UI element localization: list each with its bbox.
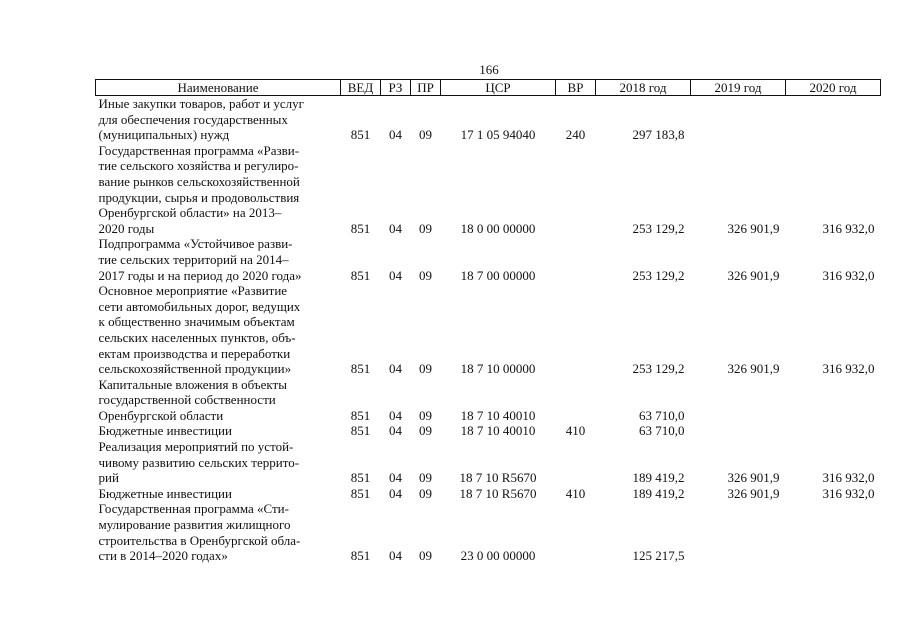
cell-pr: 09: [419, 361, 432, 377]
cell-ved: 851: [350, 220, 371, 236]
cell-csr: 23 0 00 00000: [460, 548, 536, 564]
cell-2019: 326 901,9: [727, 361, 780, 377]
cell-vr: [556, 377, 596, 424]
cell-2020: [786, 423, 881, 439]
cell-pr: 09: [419, 127, 432, 143]
cell-name: Реализация мероприятий по устой- чивому развитию сельских террито- рий: [98, 439, 300, 486]
cell-csr: 17 1 05 94040: [460, 127, 536, 143]
cell-2019: [691, 423, 786, 439]
cell-rz: 04: [389, 267, 402, 283]
cell-2020: 316 932,0: [822, 485, 875, 501]
cell-2018: 63 710,0: [639, 407, 685, 423]
cell-name: Бюджетные инвестиции: [98, 423, 232, 439]
header-2019: 2019 год: [691, 80, 786, 96]
header-name: Наименование: [96, 80, 341, 96]
cell-rz: 04: [389, 423, 402, 439]
cell-name: Подпрограмма «Устойчивое разви- тие сельских территорий на 2014– 2017 годы и на период до 2020 года»: [98, 236, 302, 283]
table-row: [96, 423, 881, 439]
cell-csr: 18 7 00 00000: [460, 267, 536, 283]
cell-vr: [556, 439, 596, 486]
header-pr: ПР: [411, 80, 441, 96]
cell-csr: 18 7 10 40010: [460, 423, 536, 439]
header-ved: ВЕД: [341, 80, 381, 96]
cell-ved: 851: [350, 470, 371, 486]
cell-csr: 18 7 10 R5670: [459, 485, 537, 501]
cell-2020: 316 932,0: [822, 361, 875, 377]
cell-rz: 04: [389, 485, 402, 501]
header-2020: 2020 год: [786, 80, 881, 96]
cell-2018: 189 419,2: [632, 485, 685, 501]
cell-vr: 410: [565, 423, 586, 439]
header-rz: РЗ: [381, 80, 411, 96]
table-row: [96, 439, 881, 486]
cell-rz: 04: [389, 361, 402, 377]
cell-2020: [786, 377, 881, 424]
cell-2018: 125 217,5: [632, 548, 685, 564]
page-number: 166: [479, 62, 499, 77]
cell-pr: 09: [419, 220, 432, 236]
cell-2019: 326 901,9: [727, 220, 780, 236]
cell-2019: 326 901,9: [727, 267, 780, 283]
cell-csr: 18 7 10 40010: [460, 407, 536, 423]
budget-table: [95, 79, 881, 564]
cell-2020: [786, 96, 881, 143]
cell-2020: 316 932,0: [822, 267, 875, 283]
cell-name: Бюджетные инвестиции: [98, 485, 232, 501]
table-header: [96, 80, 881, 96]
cell-vr: [556, 236, 596, 283]
cell-pr: 09: [419, 470, 432, 486]
cell-name: Государственная программа «Сти- мулирование развития жилищного строительства в Оренбургской обла- сти в 2014–2020 годах»: [98, 501, 301, 564]
cell-2019: 326 901,9: [727, 470, 780, 486]
cell-2018: 253 129,2: [632, 220, 685, 236]
cell-2018: 63 710,0: [639, 423, 685, 439]
table-row: [96, 96, 881, 143]
cell-ved: 851: [350, 485, 371, 501]
cell-ved: 851: [350, 407, 371, 423]
cell-2020: [786, 501, 881, 563]
cell-2020: 316 932,0: [822, 470, 875, 486]
cell-2020: 316 932,0: [822, 220, 875, 236]
table-row: [96, 236, 881, 283]
header-row: [96, 80, 881, 96]
cell-pr: 09: [419, 267, 432, 283]
cell-rz: 04: [389, 548, 402, 564]
cell-ved: 851: [350, 267, 371, 283]
table-row: [96, 501, 881, 563]
header-csr: ЦСР: [441, 80, 556, 96]
header-2018: 2018 год: [596, 80, 691, 96]
cell-ved: 851: [350, 127, 371, 143]
table-row: [96, 283, 881, 377]
cell-name: Государственная программа «Разви- тие сельского хозяйства и регулиро- вание рынков сельскохозяйственной продукции, сырья и продовольствия Оренбургской области» на 2013– 2020 годы: [98, 142, 300, 236]
cell-rz: 04: [389, 407, 402, 423]
cell-rz: 04: [389, 220, 402, 236]
table-row: [96, 486, 881, 502]
cell-2018: 189 419,2: [632, 470, 685, 486]
cell-2018: 297 183,8: [632, 127, 685, 143]
cell-2019: 326 901,9: [727, 485, 780, 501]
cell-ved: 851: [350, 423, 371, 439]
cell-ved: 851: [350, 361, 371, 377]
cell-name: Иные закупки товаров, работ и услуг для обеспечения государственных (муниципальных) нужд: [98, 96, 304, 143]
cell-rz: 04: [389, 127, 402, 143]
table-row: [96, 143, 881, 237]
cell-csr: 18 7 10 00000: [460, 361, 536, 377]
cell-pr: 09: [419, 423, 432, 439]
cell-name: Капитальные вложения в объекты государственной собственности Оренбургской области: [98, 376, 287, 423]
table-row: [96, 377, 881, 424]
cell-rz: 04: [389, 470, 402, 486]
cell-csr: 18 0 00 00000: [460, 220, 536, 236]
cell-pr: 09: [419, 485, 432, 501]
table-body: [96, 96, 881, 564]
cell-pr: 09: [419, 548, 432, 564]
cell-ved: 851: [350, 548, 371, 564]
cell-2018: 253 129,2: [632, 267, 685, 283]
cell-vr: [556, 143, 596, 237]
cell-2019: [691, 377, 786, 424]
cell-2019: [691, 501, 786, 563]
cell-vr: [556, 283, 596, 377]
cell-pr: 09: [419, 407, 432, 423]
cell-2019: [691, 96, 786, 143]
cell-csr: 18 7 10 R5670: [459, 470, 537, 486]
cell-vr: 410: [565, 485, 586, 501]
cell-2018: 253 129,2: [632, 361, 685, 377]
cell-name: Основное мероприятие «Развитие сети автомобильных дорог, ведущих к общественно значимым объектам сельских населенных пунктов, объ- ектам производства и переработки сельскохозяйственной продукции»: [98, 283, 301, 377]
header-vr: ВР: [556, 80, 596, 96]
cell-vr: 240: [565, 127, 586, 143]
cell-vr: [556, 501, 596, 563]
